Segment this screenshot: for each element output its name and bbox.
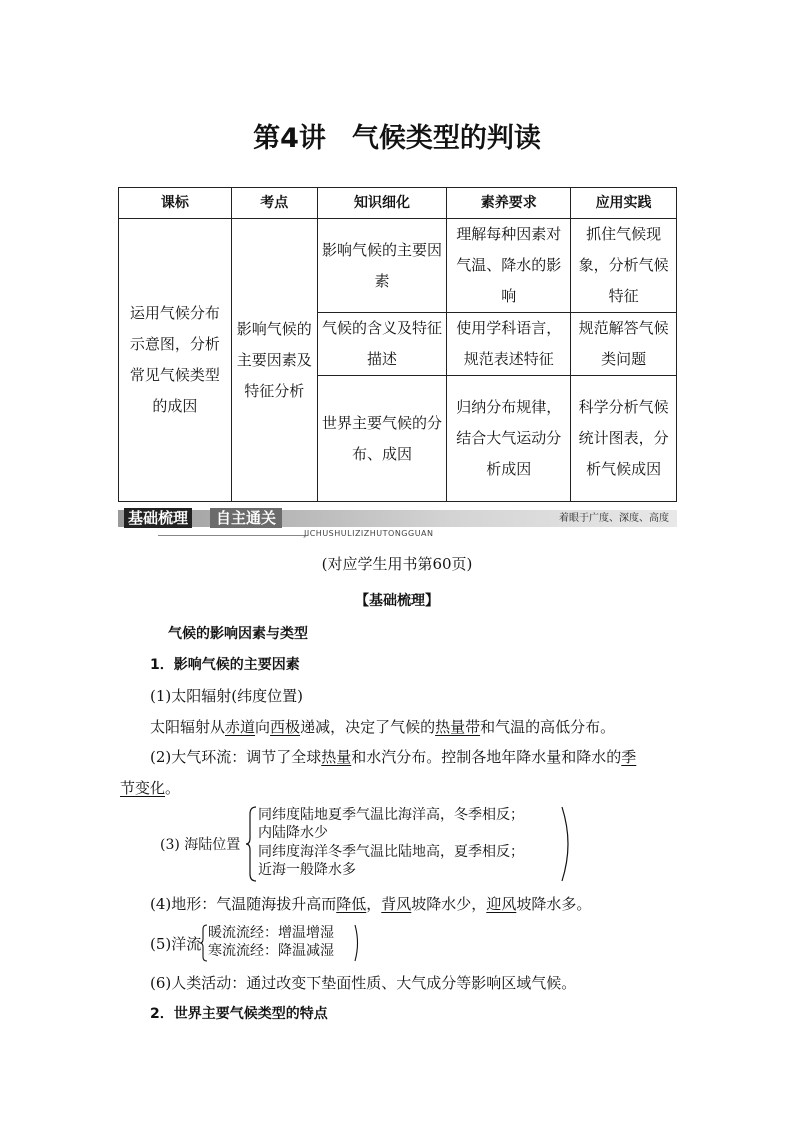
table-header-row bbox=[119, 188, 677, 219]
table-row bbox=[119, 219, 677, 313]
standard-cell: 运用气候分布示意图，分析常见气候类型的成因 bbox=[119, 219, 232, 502]
table-header: 课标 bbox=[119, 188, 232, 219]
page-reference: (对应学生用书第60页) bbox=[321, 555, 473, 573]
factor-circulation-text: (2)大气环流：调节了全球热量和水汽分布。控制各地年降水量和降水的季 bbox=[150, 748, 637, 766]
right-paren-icon bbox=[560, 806, 572, 882]
item-2-heading: 2．世界主要气候类型的特点 bbox=[150, 1006, 328, 1022]
table-header: 素养要求 bbox=[447, 188, 571, 219]
banner-label-basic: 基础梳理 bbox=[124, 508, 192, 528]
sea-land-line-4: 近海一般降水多 bbox=[258, 862, 356, 878]
sea-land-line-1: 同纬度陆地夏季气温比海洋高，冬季相反； bbox=[258, 807, 524, 823]
factor-current-label: (5)洋流 bbox=[150, 935, 202, 953]
item-1-heading: 1．影响气候的主要因素 bbox=[150, 657, 300, 673]
literacy-cell: 理解每种因素对气温、降水的影响 bbox=[447, 219, 571, 313]
overview-table bbox=[118, 187, 677, 502]
factor-circulation-text-cont: 节变化。 bbox=[120, 779, 181, 797]
sea-land-line-3: 同纬度海洋冬季气温比陆地高，夏季相反； bbox=[258, 844, 524, 860]
right-paren-icon bbox=[354, 924, 362, 962]
literacy-cell: 归纳分布规律，结合大气运动分析成因 bbox=[447, 376, 571, 502]
left-brace-icon bbox=[246, 806, 258, 882]
detail-cell: 世界主要气候的分布、成因 bbox=[317, 376, 447, 502]
literacy-cell: 使用学科语言，规范表述特征 bbox=[447, 313, 571, 376]
practice-cell: 抓住气候现象，分析气候特征 bbox=[571, 219, 677, 313]
detail-cell: 气候的含义及特征描述 bbox=[317, 313, 447, 376]
banner-pinyin: JICHUSHULIZIZHUTONGGUAN bbox=[304, 529, 434, 538]
factor-terrain-text: (4)地形：气温随海拔升高而降低，背风坡降水少，迎风坡降水多。 bbox=[150, 895, 592, 913]
section-heading: 气候的影响因素与类型 bbox=[168, 626, 308, 642]
section-label: 【基础梳理】 bbox=[355, 593, 439, 609]
table-header: 知识细化 bbox=[317, 188, 447, 219]
factor-solar-heading: (1)太阳辐射(纬度位置) bbox=[150, 687, 303, 705]
page-title bbox=[0, 116, 794, 155]
left-brace-icon bbox=[200, 924, 208, 962]
practice-cell: 科学分析气候统计图表，分析气候成因 bbox=[571, 376, 677, 502]
lecture-number: 第4讲 bbox=[253, 123, 326, 154]
factor-human-text: (6)人类活动：通过改变下垫面性质、大气成分等影响区域气候。 bbox=[150, 974, 577, 992]
practice-cell: 规范解答气候类问题 bbox=[571, 313, 677, 376]
banner-label-self: 自主通关 bbox=[210, 508, 282, 528]
table-header: 考点 bbox=[231, 188, 317, 219]
table-header: 应用实践 bbox=[571, 188, 677, 219]
warm-current-text: 暖流流经：增温增湿 bbox=[208, 925, 334, 941]
lecture-topic: 气候类型的判读 bbox=[351, 123, 541, 154]
detail-cell: 影响气候的主要因素 bbox=[317, 219, 447, 313]
section-banner bbox=[118, 508, 677, 540]
banner-divider bbox=[158, 535, 308, 536]
factor-sea-land-label: (3) 海陆位置 bbox=[160, 837, 241, 853]
cold-current-text: 寒流流经：降温减湿 bbox=[208, 943, 334, 959]
banner-slogan: 着眼于广度、深度、高度 bbox=[559, 513, 669, 524]
sea-land-line-2: 内陆降水少 bbox=[258, 825, 328, 841]
factor-solar-text: 太阳辐射从赤道向西极递减，决定了气候的热量带和气温的高低分布。 bbox=[150, 718, 616, 736]
point-cell: 影响气候的主要因素及特征分析 bbox=[231, 219, 317, 502]
